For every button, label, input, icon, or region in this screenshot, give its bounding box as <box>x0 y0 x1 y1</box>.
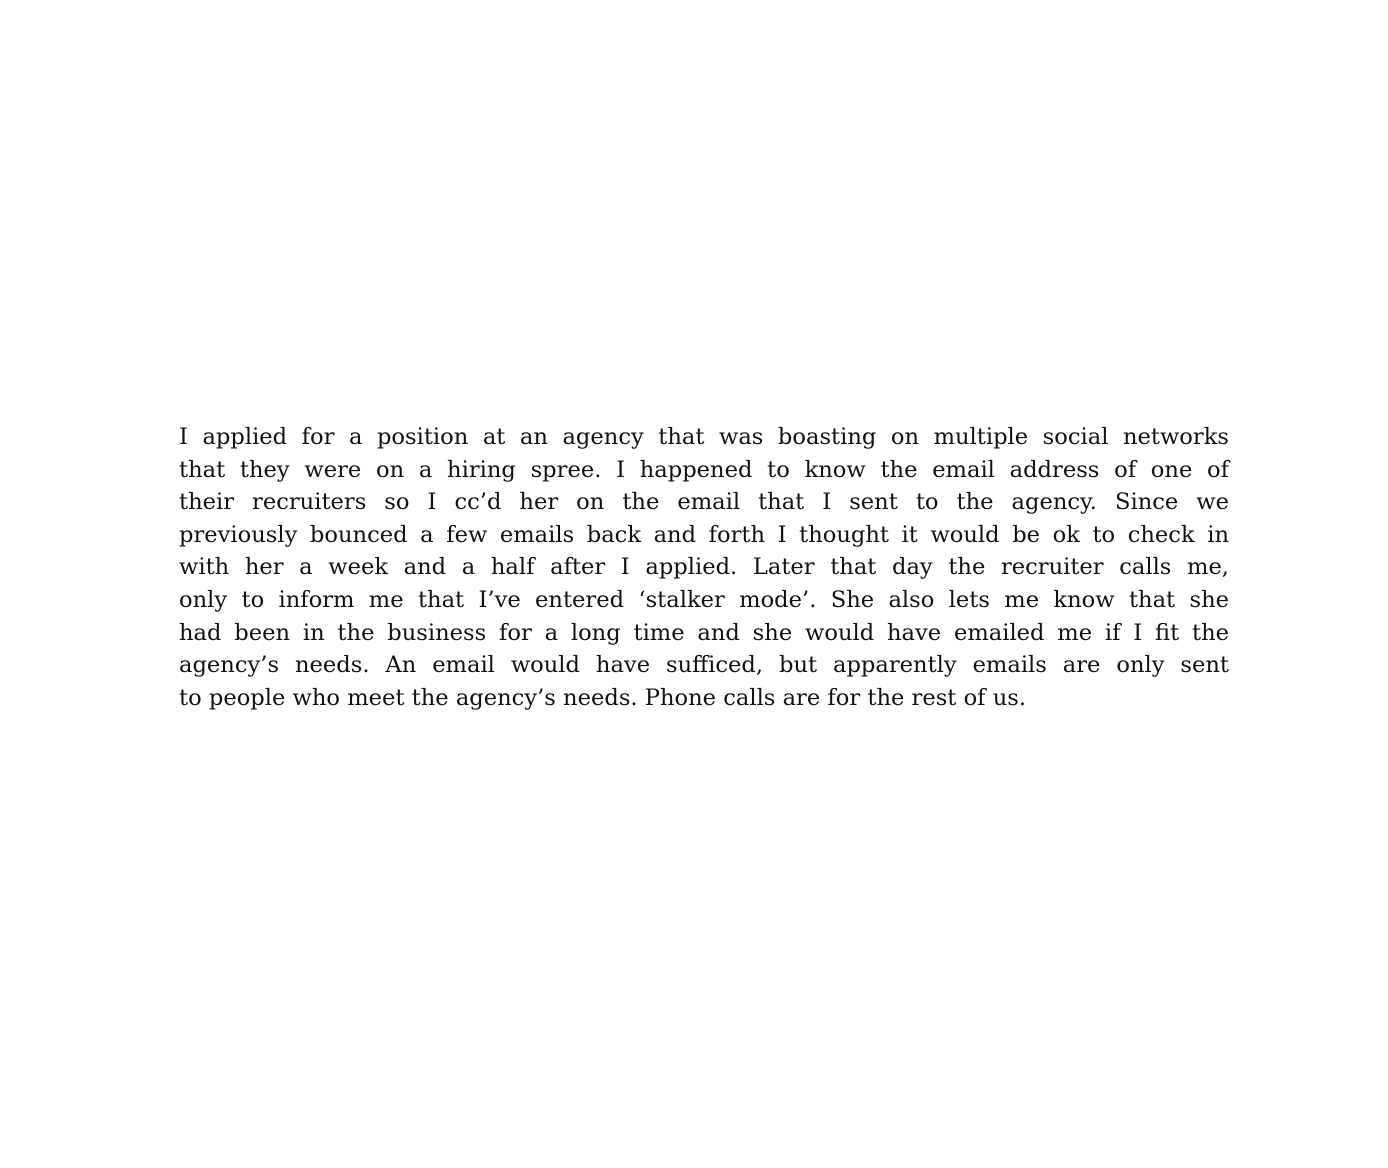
paragraph-line: their recruiters so I cc’d her on the email that I sent to the agency. Since we <box>179 489 1229 516</box>
paragraph-line: had been in the business for a long time and she would have emailed me if I fit the <box>179 619 1229 646</box>
paragraph-line: previously bounced a few emails back and forth I thought it would be ok to check in <box>179 521 1229 548</box>
paragraph-line: with her a week and a half after I applied. Later that day the recruiter calls me, <box>179 554 1229 581</box>
paragraph-line: that they were on a hiring spree. I happened to know the email address of one of <box>179 456 1229 483</box>
paragraph-line: to people who meet the agency’s needs. Phone calls are for the rest of us. <box>179 684 1027 711</box>
story-paragraph <box>179 421 1229 714</box>
paragraph-line: agency’s needs. An email would have sufficed, but apparently emails are only sent <box>179 652 1229 679</box>
paragraph-line: I applied for a position at an agency that was boasting on multiple social networks <box>179 424 1229 450</box>
paragraph-line: only to inform me that I’ve entered ‘stalker mode’. She also lets me know that she <box>179 586 1229 613</box>
